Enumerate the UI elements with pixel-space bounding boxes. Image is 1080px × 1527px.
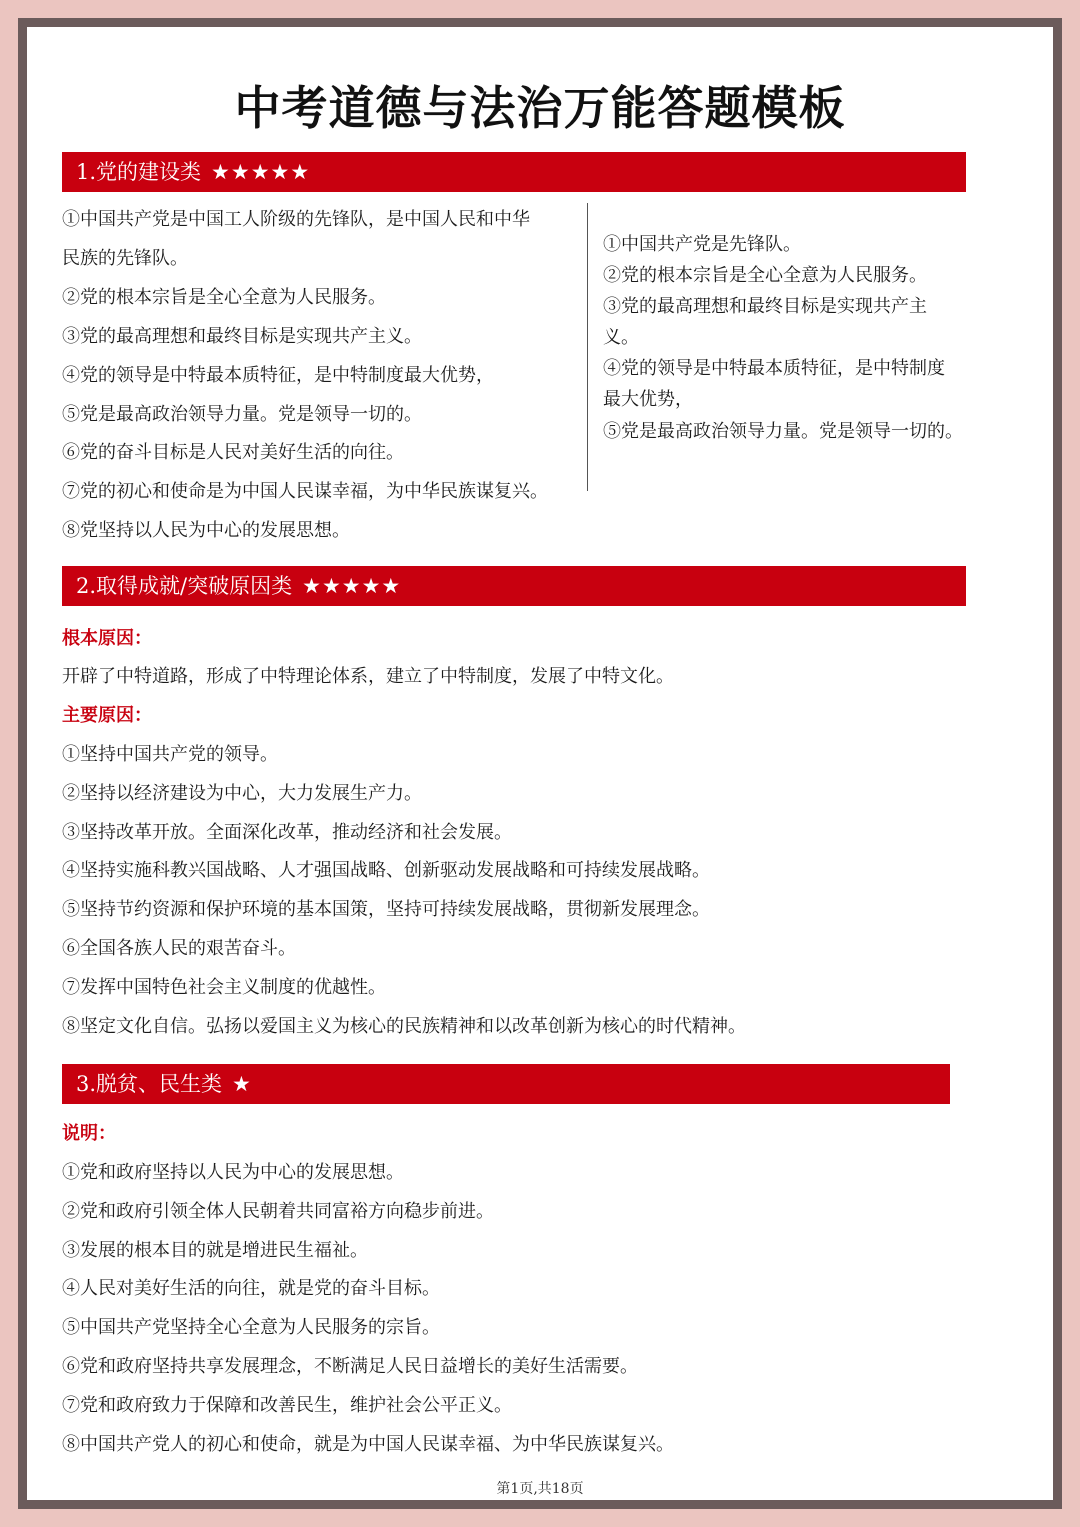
section-2-stars: ★★★★★ [302,574,402,598]
s1-left-line: ③党的最高理想和最终目标是实现共产主义。 [62,326,422,347]
s1-right-line: 最大优势， [603,389,693,410]
s3-line: ③发展的根本目的就是增进民生福祉。 [62,1240,368,1261]
s2-line: ①坚持中国共产党的领导。 [62,744,278,765]
s3-line: ⑥党和政府坚持共享发展理念，不断满足人民日益增长的美好生活需要。 [62,1356,638,1377]
column-divider [587,203,588,491]
section-3-banner [62,1064,950,1104]
main-cause-label: 主要原因： [62,705,152,726]
s1-right-line: ④党的领导是中特最本质特征，是中特制度 [603,358,945,379]
page-number: 第1页,共18页 [496,1481,584,1497]
s1-right-line: ②党的根本宗旨是全心全意为人民服务。 [603,265,927,286]
section-3-stars: ★ [232,1072,252,1096]
s3-line: ⑧中国共产党人的初心和使命，就是为中国人民谋幸福、为中华民族谋复兴。 [62,1434,674,1455]
s2-line: ⑥全国各族人民的艰苦奋斗。 [62,938,296,959]
s2-line: ③坚持改革开放。全面深化改革，推动经济和社会发展。 [62,822,512,843]
section-1-stars: ★★★★★ [211,160,311,184]
s1-left-line: ⑧党坚持以人民为中心的发展思想。 [62,520,350,541]
section-2-banner [62,566,966,606]
section-3-heading: 3.脱贫、民生类 [76,1072,223,1096]
root-cause-label: 根本原因： [62,628,152,649]
s1-left-line: ②党的根本宗旨是全心全意为人民服务。 [62,287,386,308]
s3-line: ①党和政府坚持以人民为中心的发展思想。 [62,1162,404,1183]
s1-left-line: ⑦党的初心和使命是为中国人民谋幸福，为中华民族谋复兴。 [62,481,548,502]
s1-left-line: ④党的领导是中特最本质特征，是中特制度最大优势， [62,365,494,386]
section-2-heading: 2.取得成就/突破原因类 [76,574,293,598]
s3-line: ②党和政府引领全体人民朝着共同富裕方向稳步前进。 [62,1201,494,1222]
s2-line: ⑤坚持节约资源和保护环境的基本国策，坚持可持续发展战略，贯彻新发展理念。 [62,899,710,920]
s3-line: ⑤中国共产党坚持全心全意为人民服务的宗旨。 [62,1317,440,1338]
section-1-banner [62,152,966,192]
s2-line: ④坚持实施科教兴国战略、人才强国战略、创新驱动发展战略和可持续发展战略。 [62,860,710,881]
s1-right-line: ③党的最高理想和最终目标是实现共产主 [603,296,927,317]
s1-left-line: 民族的先锋队。 [62,248,188,269]
s1-right-line: ①中国共产党是先锋队。 [603,234,801,255]
s1-right-line: ⑤党是最高政治领导力量。党是领导一切的。 [603,421,963,442]
s3-line: ④人民对美好生活的向往，就是党的奋斗目标。 [62,1278,440,1299]
s1-right-line: 义。 [603,327,639,348]
s1-left-line: ⑤党是最高政治领导力量。党是领导一切的。 [62,404,422,425]
s2-line: ⑦发挥中国特色社会主义制度的优越性。 [62,977,386,998]
s2-line: ②坚持以经济建设为中心，大力发展生产力。 [62,783,422,804]
s1-left-line: ①中国共产党是中国工人阶级的先锋队，是中国人民和中华 [62,209,530,230]
section-1-heading: 1.党的建设类 [76,160,202,184]
s1-left-line: ⑥党的奋斗目标是人民对美好生活的向往。 [62,442,404,463]
s3-line: ⑦党和政府致力于保障和改善民生，维护社会公平正义。 [62,1395,512,1416]
root-cause-text: 开辟了中特道路，形成了中特理论体系，建立了中特制度，发展了中特文化。 [62,666,674,687]
s2-line: ⑧坚定文化自信。弘扬以爱国主义为核心的民族精神和以改革创新为核心的时代精神。 [62,1016,746,1037]
explanation-label: 说明： [62,1123,116,1144]
page-title: 中考道德与法治万能答题模板 [234,81,846,135]
